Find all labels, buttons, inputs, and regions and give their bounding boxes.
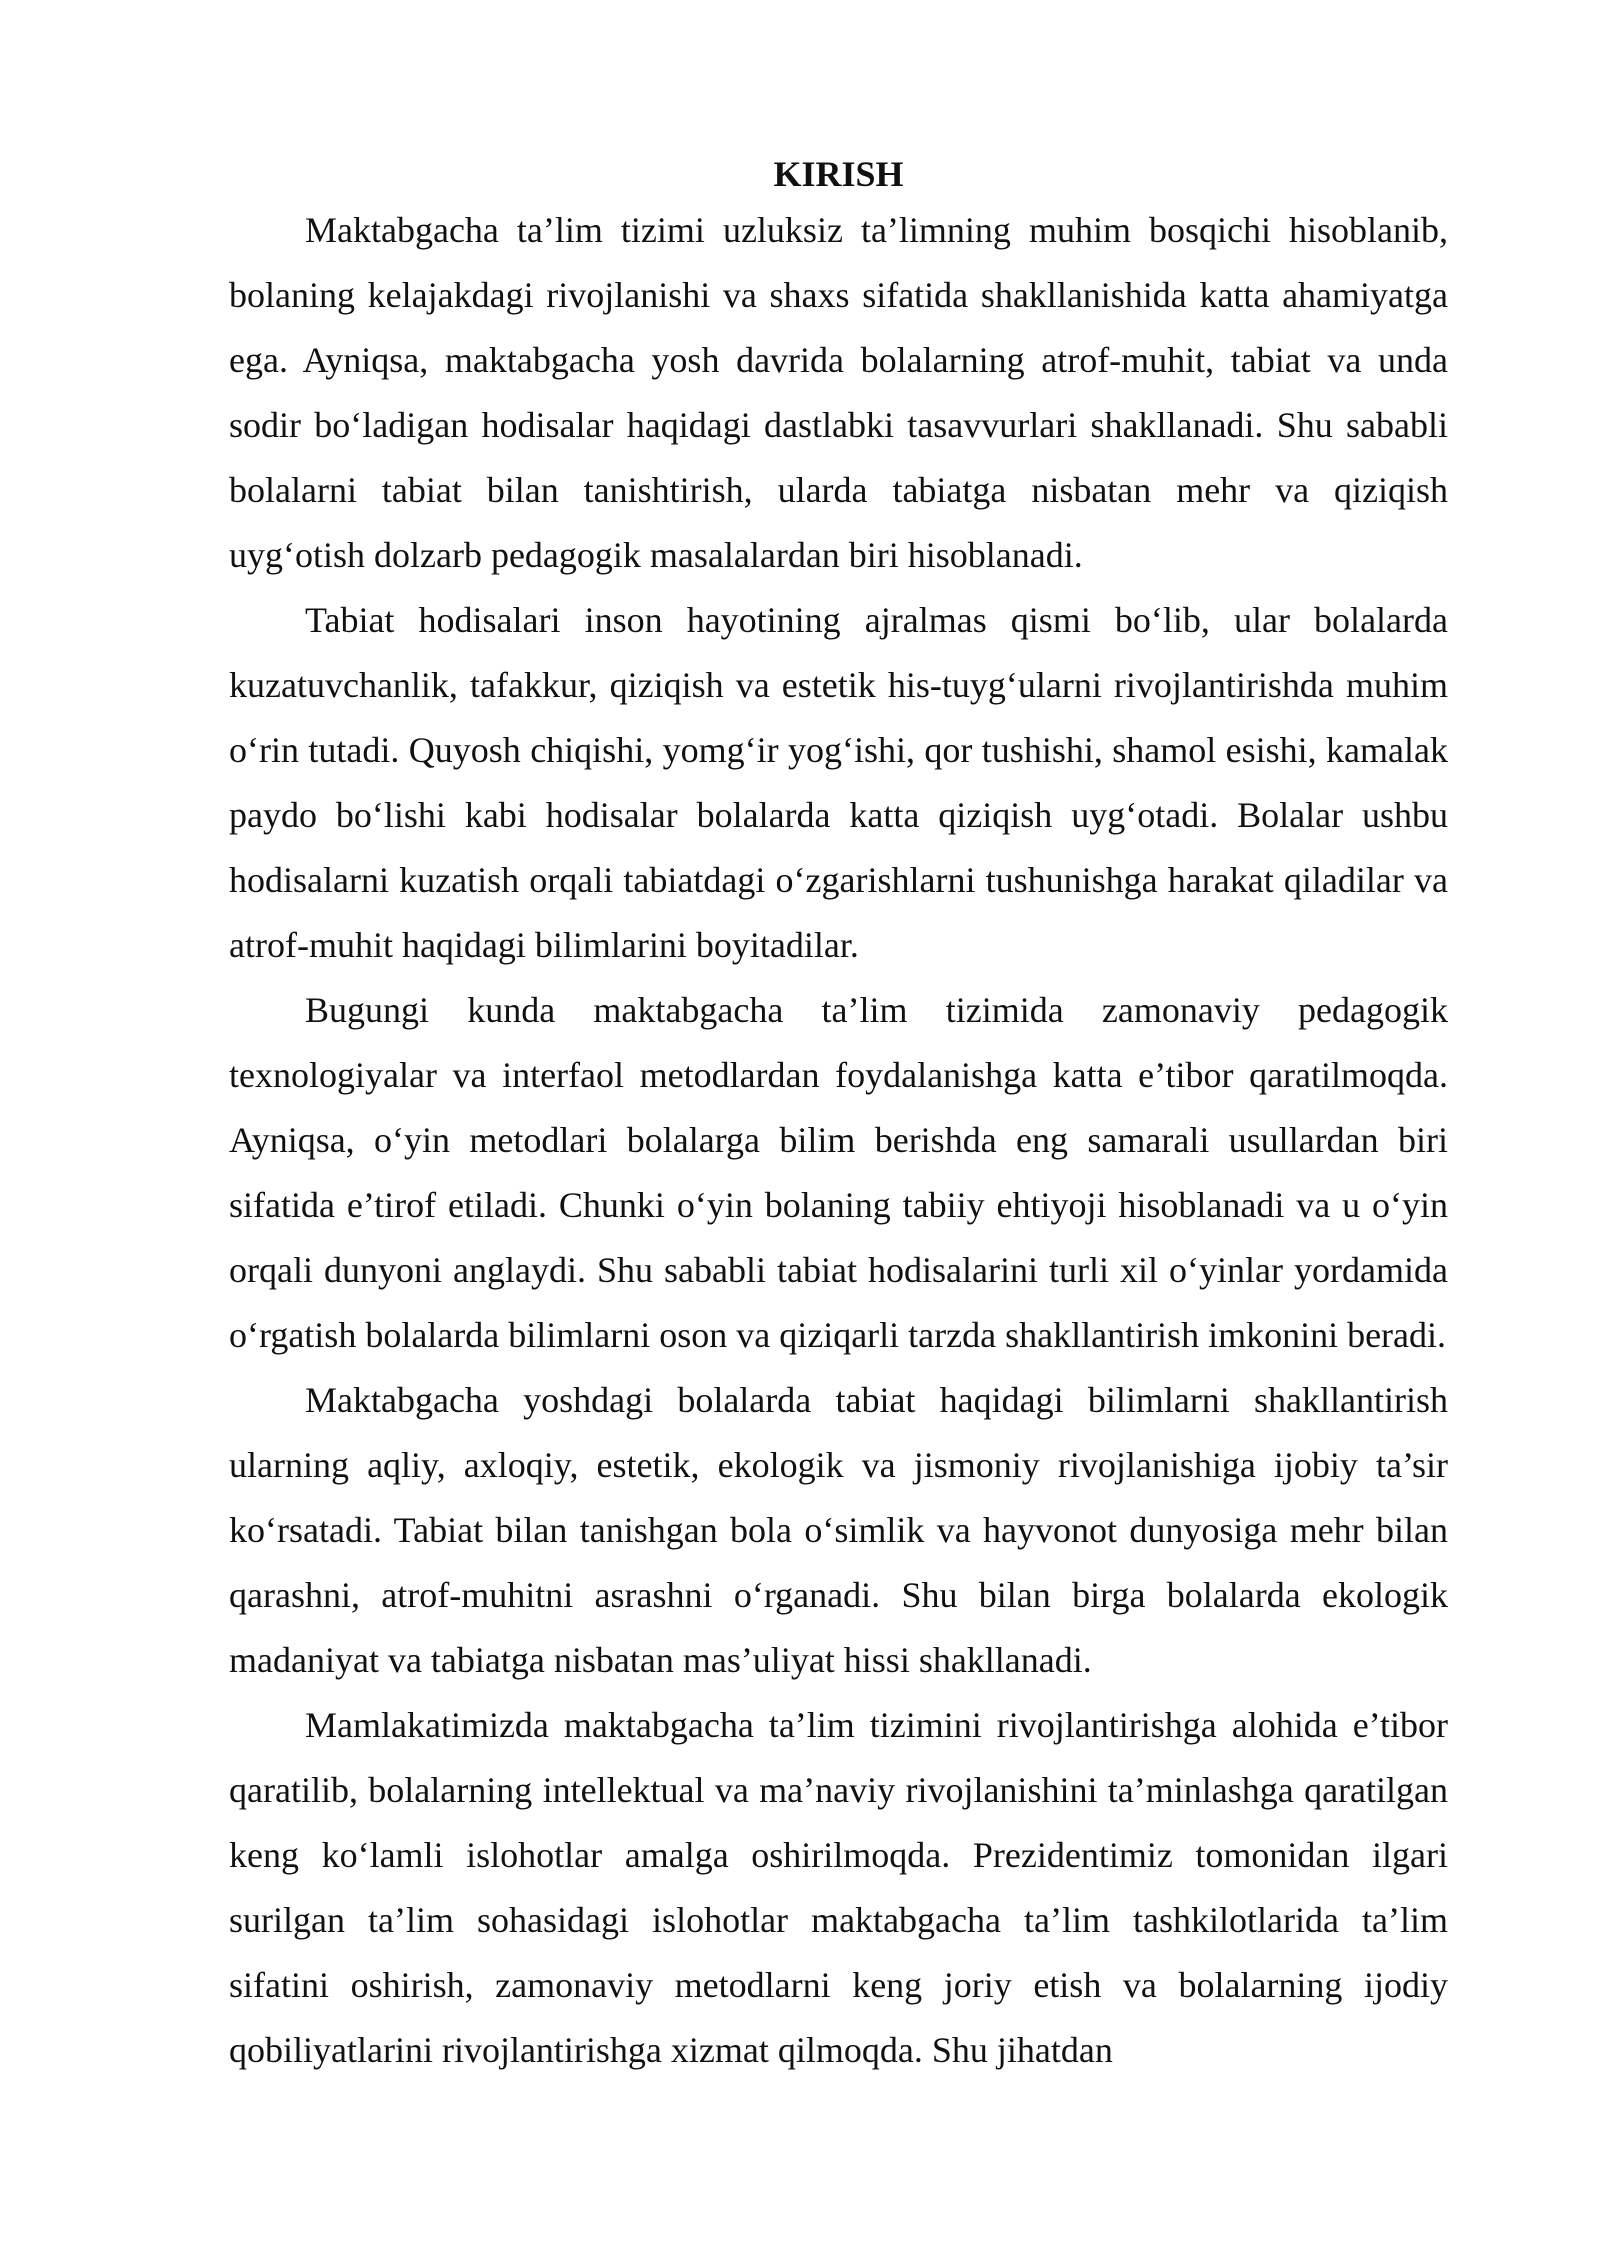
paragraph-3: Bugungi kunda maktabgacha ta’lim tizimida zamonaviy pedagogik texnologiyalar va interfaol metodlardan foydalanishga katta e’tibor qaratilmoqda. Ayniqsa, o‘yin metodlari bolalarga bilim berishda eng samarali usullardan biri sifatida e’tirof etiladi. Chunki o‘yin bolaning tabiiy ehtiyoji hisoblanadi va u o‘yin orqali dunyoni anglaydi. Shu sababli tabiat hodisalarini turli xil o‘yinlar yordamida o‘rgatish bolalarda bilimlarni oson va qiziqarli tarzda shakllantirish imkonini beradi. — [229, 990, 1448, 1355]
page-title: KIRISH — [773, 154, 904, 194]
paragraph-1: Maktabgacha ta’lim tizimi uzluksiz ta’limning muhim bosqichi hisoblanib, bolaning kelajakdagi rivojlanishi va shaxs sifatida shakllanishida katta ahamiyatga ega. Ayniqsa, maktabgacha yosh davrida bolalarning atrof-muhit, tabiat va unda sodir bo‘ladigan hodisalar haqidagi dastlabki tasavvurlari shakllanadi. Shu sababli bolalarni tabiat bilan tanishtirish, ularda tabiatga nisbatan mehr va qiziqish uyg‘otish dolzarb pedagogik masalalardan biri hisoblanadi. — [229, 210, 1448, 575]
paragraph-2: Tabiat hodisalari inson hayotining ajralmas qismi bo‘lib, ular bolalarda kuzatuvchanlik, tafakkur, qiziqish va estetik his-tuyg‘ularni rivojlantirishda muhim o‘rin tutadi. Quyosh chiqishi, yomg‘ir yog‘ishi, qor tushishi, shamol esishi, kamalak paydo bo‘lishi kabi hodisalar bolalarda katta qiziqish uyg‘otadi. Bolalar ushbu hodisalarni kuzatish orqali tabiatdagi o‘zgarishlarni tushunishga harakat qiladilar va atrof-muhit haqidagi bilimlarini boyitadilar. — [229, 600, 1448, 965]
document-body — [229, 150, 1448, 2083]
paragraph-5: Mamlakatimizda maktabgacha ta’lim tizimini rivojlantirishga alohida e’tibor qaratilib, bolalarning intellektual va ma’naviy rivojlanishini ta’minlashga qaratilgan keng ko‘lamli islohotlar amalga oshirilmoqda. Prezidentimiz tomonidan ilgari surilgan ta’lim sohasidagi islohotlar maktabgacha ta’lim tashkilotlarida ta’lim sifatini oshirish, zamonaviy metodlarni keng joriy etish va bolalarning ijodiy qobiliyatlarini rivojlantirishga xizmat qilmoqda. Shu jihatdan — [229, 1705, 1448, 2070]
paragraph-4: Maktabgacha yoshdagi bolalarda tabiat haqidagi bilimlarni shakllantirish ularning aqliy, axloqiy, estetik, ekologik va jismoniy rivojlanishiga ijobiy ta’sir ko‘rsatadi. Tabiat bilan tanishgan bola o‘simlik va hayvonot dunyosiga mehr bilan qarashni, atrof-muhitni asrashni o‘rganadi. Shu bilan birga bolalarda ekologik madaniyat va tabiatga nisbatan mas’uliyat hissi shakllanadi. — [229, 1380, 1448, 1680]
